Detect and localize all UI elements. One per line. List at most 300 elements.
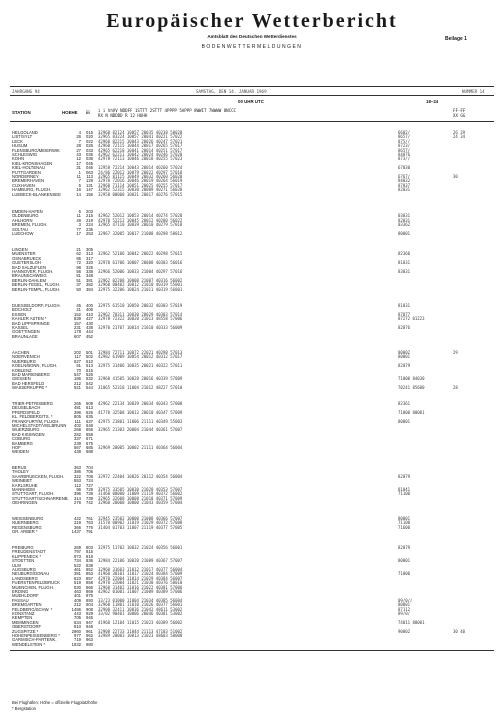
observation-code: 32960 00402 10012 21010 40319 55001 xyxy=(98,282,183,288)
station-id: 501 xyxy=(86,350,93,355)
extra-code: 6602/ xyxy=(398,130,411,135)
station-id: 444 xyxy=(86,329,93,335)
station-name: BAD LIPPSPRINGE xyxy=(12,320,50,326)
station-name: KONSTANZ xyxy=(12,611,35,616)
station-name: LUEBECK-BLANKENSEE xyxy=(12,191,61,197)
issue-stamp: NUMMER 14 xyxy=(462,89,485,94)
station-height: 2960 xyxy=(71,628,81,634)
station-id: 763 xyxy=(86,520,93,526)
station-id: 235 xyxy=(86,226,93,232)
station-name: FREUDENSTADT xyxy=(12,549,46,555)
station-id: 526 xyxy=(86,372,93,377)
observation-code: 32960 41505 10028 20016 40339 57009 xyxy=(98,376,183,382)
extra-code: 71100 xyxy=(398,491,411,497)
station-name: REGENSBURG xyxy=(12,524,42,530)
station-name: KASSEL xyxy=(12,325,29,330)
station-name: OBERSTDORF xyxy=(12,624,42,630)
station-id: 613 xyxy=(86,405,93,411)
station-id: 838 xyxy=(86,562,93,568)
station-name: MICHELSTADT/VIELBRUNN xyxy=(12,423,67,428)
station-height: 157 xyxy=(74,320,81,326)
extra-code: 8723/ xyxy=(398,143,411,149)
observation-code: 32967 32005 10017 21008 40298 58012 xyxy=(98,231,183,236)
extra-code: 87037 xyxy=(398,182,411,188)
station-height: 519 xyxy=(74,580,81,586)
observation-code: 32958 00000 10031 20017 40276 57015 xyxy=(98,191,183,197)
observation-code: 32960 31603 11012 21017 40377 56004 xyxy=(98,567,183,572)
station-name: MUENCHEN, FLUGH. xyxy=(12,584,54,590)
station-height: 977 xyxy=(74,633,81,638)
observation-code: 32965 21303 20004 21044 40361 57007 xyxy=(98,427,183,433)
station-name: OLDENBURG xyxy=(12,213,39,219)
observation-code: 32908 32411 10036 21042 48611 53002 xyxy=(98,606,183,612)
station-name: CUXHAVEN xyxy=(12,182,35,188)
extra-code: 84032 xyxy=(398,178,411,184)
station-height: 62 xyxy=(76,251,81,257)
station-height: 49 xyxy=(76,217,81,223)
station-id: 253 xyxy=(86,231,93,236)
station-height: 719 xyxy=(74,637,81,643)
observation-code: 32970 72016 10046 20019 40264 56019 xyxy=(98,178,183,184)
supplement-label: Beilage 1 xyxy=(445,36,467,42)
station-id: 022 xyxy=(86,138,93,144)
station-id: 406 xyxy=(86,307,93,313)
station-name: BERLIN-DAHLEM xyxy=(12,277,46,283)
observation-code: 42970 52212 10045 20012 40280 56022 xyxy=(98,217,183,223)
observation-code: 32966 52006 10033 21004 40297 57016 xyxy=(98,269,183,274)
station-height: 797 xyxy=(74,549,81,555)
station-name: BERLIN-TEGEL, FLUGH. xyxy=(12,282,60,288)
station-name: NORDERNEY xyxy=(12,174,39,179)
station-id: 708 xyxy=(86,473,93,479)
observation-code: 41770 32508 10013 20010 40347 57009 xyxy=(98,409,183,415)
station-height: 734 xyxy=(74,558,81,564)
station-name: WEINBIET xyxy=(12,478,33,484)
station-name: AHLHORN xyxy=(12,217,33,223)
station-height: 70 xyxy=(76,367,81,373)
station-name: NUERNBERG xyxy=(12,520,39,526)
station-id: 908 xyxy=(86,606,93,612)
station-height: 98 xyxy=(76,264,81,270)
observation-code: 42962 52012 10053 20014 40274 57020 xyxy=(98,213,183,219)
station-height: 973 xyxy=(74,553,81,559)
station-name: WEISSENBURG xyxy=(12,516,44,521)
observation-code: 32962 02208 10008 21007 40316 56002 xyxy=(98,277,183,283)
station-name: EMDEN-HAFEN xyxy=(12,209,43,214)
station-height: 396 xyxy=(74,491,81,497)
station-name: THOLEY xyxy=(12,469,29,475)
observation-code: 42970 22004 11021 21030 40376 58010 xyxy=(98,580,183,586)
station-name: KEMPTEN xyxy=(12,615,33,621)
station-name: GARMISCH-PARTENK. xyxy=(12,637,57,643)
col-ff-line2: XX GG xyxy=(453,113,466,118)
extra-code: 8657/ xyxy=(398,134,411,140)
station-height: 231 xyxy=(74,325,81,330)
extra-code: 89/0/ xyxy=(398,611,411,616)
station-id: 815 xyxy=(86,549,93,555)
observation-code: 32975 61510 10050 20032 40303 57019 xyxy=(98,303,183,308)
station-name: FRANKFURT/M, FLUGH. xyxy=(12,418,60,424)
station-id: 853 xyxy=(86,571,93,577)
observation-code: 32975 33505 10030 21028 40353 57007 xyxy=(98,487,183,492)
station-height: 269 xyxy=(74,545,81,550)
observation-code: 32962 52315 10030 20009 40271 56020 xyxy=(98,187,183,193)
station-id: 626 xyxy=(86,409,93,415)
station-height: 51 xyxy=(76,277,81,283)
gust-code: 28 xyxy=(453,385,458,391)
station-height: 481 xyxy=(74,405,81,411)
station-height: 81 xyxy=(76,273,81,279)
station-id: 113 xyxy=(86,174,93,179)
station-id: 410 xyxy=(86,311,93,317)
station-height: 43 xyxy=(76,152,81,157)
station-name: FUERSTENFELDBRUCK xyxy=(12,580,60,586)
observation-code: 32984 22106 10020 21009 40367 57007 xyxy=(98,558,183,564)
station-id: 836 xyxy=(86,558,93,564)
station-name: PASSAU xyxy=(12,597,29,603)
station-height: 422 xyxy=(74,516,81,521)
col-iii: iii xyxy=(86,110,90,115)
station-id: 727 xyxy=(86,482,93,488)
station-name: MEMMINGEN xyxy=(12,619,39,625)
station-height: 186 xyxy=(74,376,81,382)
extra-code: 8657/ xyxy=(398,147,411,153)
station-id: 317 xyxy=(86,255,93,261)
station-name: KOBLENZ xyxy=(12,367,32,373)
station-height: 56 xyxy=(76,269,81,274)
extra-code: 87272 01223 xyxy=(398,316,425,322)
station-height: 381 xyxy=(74,571,81,577)
station-name: HANNOVER, FLUGH. xyxy=(12,269,54,274)
observation-code: 31404 01703 11007 21119 40377 57005 xyxy=(98,524,183,530)
observation-code: 32968 31402 11016 21022 40381 57006 xyxy=(98,584,183,590)
station-id: 325 xyxy=(86,264,93,270)
extra-code: 87077 xyxy=(398,311,411,317)
station-height: 17 xyxy=(76,231,81,236)
station-name: BREMGARTEN xyxy=(12,602,42,608)
station-id: 544 xyxy=(86,385,93,391)
station-id: 655 xyxy=(86,427,93,433)
station-id: 948 xyxy=(86,624,93,630)
station-height: 386 xyxy=(74,469,81,475)
observation-code: 42975 21801 11006 21111 40349 55003 xyxy=(98,418,183,424)
observation-code: 42960 72115 10044 20017 40265 57017 xyxy=(98,143,183,149)
station-height: 396 xyxy=(74,409,81,415)
station-name: KARLSRUHE xyxy=(12,482,38,488)
extra-code: 82079 xyxy=(398,473,411,479)
station-id: 219 xyxy=(86,217,93,223)
extra-code: 71000 80001 xyxy=(398,409,425,415)
station-height: 31 xyxy=(76,165,81,171)
col-obs-line2: RX N NDDDD R 12 HUHH xyxy=(98,113,148,118)
observation-code: 32962 52106 10042 20022 40298 57015 xyxy=(98,251,183,257)
station-name: SAARBRUECKEN, FLUGH. xyxy=(12,473,65,479)
extra-code: 71000 84030 xyxy=(398,376,425,382)
station-id: 338 xyxy=(86,269,93,274)
bottom-rule xyxy=(10,650,494,651)
observation-code: 32972 22404 10026 20112 40354 56004 xyxy=(98,473,183,479)
station-name: GOETTINGEN xyxy=(12,329,40,335)
extra-code: 71000 xyxy=(398,571,411,577)
station-name: WEIDEN xyxy=(12,449,29,455)
extra-code: 80001 xyxy=(398,516,411,521)
station-name: BOCHOLT xyxy=(12,307,32,313)
station-id: 035 xyxy=(86,152,93,157)
station-height: 522 xyxy=(74,562,81,568)
station-name: FREIBURG xyxy=(12,545,34,550)
station-name: BERLIN-TEMPL, FLUGH. xyxy=(12,286,61,292)
station-name: BAD KISSINGEN xyxy=(12,431,45,437)
station-name: BAMBERG xyxy=(12,440,33,446)
station-name: OSNABRUECK xyxy=(12,255,42,261)
station-id: 742 xyxy=(86,500,93,506)
station-id: 637 xyxy=(86,418,93,424)
station-id: 852 xyxy=(86,567,93,572)
observation-code: 42960 82215 10043 20026 40247 57021 xyxy=(98,138,183,144)
station-height: 337 xyxy=(74,436,81,442)
station-id: 147 xyxy=(86,187,93,193)
station-height: 77 xyxy=(76,226,81,232)
station-height: 401 xyxy=(74,593,81,599)
gust-code: 30 xyxy=(453,174,458,179)
table-row xyxy=(0,193,504,197)
observation-code: 32960 71114 10051 20025 40255 57017 xyxy=(98,182,183,188)
station-name: FLENSBURG/MEIERWIK xyxy=(12,147,60,153)
station-name: SCHLESWIG xyxy=(12,152,38,157)
station-height: 91 xyxy=(76,363,81,369)
station-height: 623 xyxy=(74,575,81,581)
table-row xyxy=(0,450,504,454)
observation-code: 42962 01001 11007 21009 40389 57006 xyxy=(98,589,183,594)
observation-code: 42978 72113 10046 20018 40255 57023 xyxy=(98,156,183,162)
observation-code: 32970 21707 10014 21010 40333 56009 xyxy=(98,325,183,330)
station-id: 738 xyxy=(86,491,93,497)
station-id: 685 xyxy=(86,445,93,450)
station-id: 313 xyxy=(86,251,93,257)
extra-code: 82079 xyxy=(398,363,411,369)
station-name: BAD MARIENBERG xyxy=(12,372,50,377)
observation-code: 33/02 90401 10006 20046 40381 53002 xyxy=(98,611,183,616)
extra-code: 80001 xyxy=(398,602,411,608)
station-id: 033 xyxy=(86,147,93,153)
station-name: KL. FELDBERG/TS. * xyxy=(12,414,53,420)
extra-code: 80001 xyxy=(398,231,411,236)
station-height: 111 xyxy=(74,418,81,424)
station-height: 409 xyxy=(74,597,81,603)
station-name: BREMERHAVEN xyxy=(12,178,45,184)
station-name: LANDSBERG xyxy=(12,575,38,581)
station-id: 045 xyxy=(86,160,93,166)
extra-code: 80001 xyxy=(398,418,411,424)
observation-code: 42965 62218 10041 20014 40251 57017 xyxy=(98,147,183,153)
station-id: 026 xyxy=(86,143,93,149)
station-id: 791 xyxy=(86,529,93,535)
extra-code: 6767/ xyxy=(398,174,411,179)
station-height: 314 xyxy=(74,495,81,501)
station-id: 215 xyxy=(86,213,93,219)
station-height: 921 xyxy=(74,385,81,391)
station-height: 7 xyxy=(78,138,81,144)
time-range: 18–24 xyxy=(426,99,439,104)
station-id: 020 xyxy=(86,134,93,140)
station-id: 688 xyxy=(86,449,93,455)
observation-code: 32975 32206 10024 21011 40319 56001 xyxy=(98,286,183,292)
extra-code: 70241 85600 xyxy=(398,385,425,391)
station-id: 502 xyxy=(86,354,93,360)
station-id: 400 xyxy=(86,303,93,308)
extra-code: 83031 xyxy=(398,269,411,274)
observation-code: 41960 30101 11017 21024 40384 57009 xyxy=(98,571,183,577)
observation-code: 32965 32608 10008 21010 40371 57009 xyxy=(98,495,183,501)
station-name: STOETTEN xyxy=(12,558,35,564)
station-height: 463 xyxy=(74,589,81,594)
station-name: NEUBURG/DONAU xyxy=(12,571,50,577)
table-row xyxy=(0,335,504,339)
station-name: DEUSELBACH xyxy=(12,405,41,411)
station-name: GIESSEN xyxy=(12,376,31,382)
station-name: MANNHEIM xyxy=(12,487,35,492)
station-height: 567 xyxy=(74,445,81,450)
station-height: 117 xyxy=(74,354,81,360)
station-height: 553 xyxy=(74,478,81,484)
extra-code: 81031 xyxy=(398,260,411,266)
station-id: 980 xyxy=(86,641,93,647)
station-height: 239 xyxy=(74,440,81,446)
station-name: ZUGSPITZE * xyxy=(12,628,39,634)
station-id: 452 xyxy=(86,333,93,339)
extra-code: 81031 xyxy=(398,303,411,308)
station-height: 705 xyxy=(74,615,81,621)
station-height: 16 xyxy=(76,187,81,193)
observation-code: 32989 20003 10013 21023 48603 58008 xyxy=(98,633,183,638)
station-name: AACHEN xyxy=(12,350,30,355)
station-name: LIST/SYLT xyxy=(12,134,33,140)
extra-code: 80002 xyxy=(398,350,411,355)
station-height: 152 xyxy=(74,311,81,317)
station-height: 265 xyxy=(74,401,81,406)
station-height: 366 xyxy=(74,524,81,530)
table-row xyxy=(0,232,504,236)
extra-code: 87112 xyxy=(398,606,411,612)
observation-code: 32945 23502 10000 21008 40366 57007 xyxy=(98,516,183,521)
station-name: LUECHOW xyxy=(12,231,34,236)
station-name: TRIER-PETRISBERG xyxy=(12,401,53,406)
volume-stamp: JAHRGANG 94 xyxy=(12,89,40,94)
extra-code: 71600 xyxy=(398,524,411,530)
station-id: 131 xyxy=(86,182,93,188)
station-height: 634 xyxy=(74,619,81,625)
station-id: 635 xyxy=(86,414,93,420)
station-id: 532 xyxy=(86,376,93,382)
observation-code: 32965 83224 10057 20041 40221 57022 xyxy=(98,134,183,140)
station-height: 45 xyxy=(76,303,81,308)
station-id: 203 xyxy=(86,209,93,214)
station-id: 739 xyxy=(86,495,93,501)
gust-code: 26 39 xyxy=(453,130,466,135)
station-height: 1486 xyxy=(71,606,81,612)
station-id: 963 xyxy=(86,637,93,643)
station-id: 305 xyxy=(86,247,93,252)
station-id: 224 xyxy=(86,222,93,228)
station-id: 648 xyxy=(86,423,93,428)
station-name: BREMEN, FLUGH. xyxy=(12,222,48,228)
station-height: 202 xyxy=(74,350,81,355)
station-height: 268 xyxy=(74,427,81,433)
station-height: 96 xyxy=(76,487,81,492)
station-name: KIEL-KRONSHAGEN xyxy=(12,160,53,166)
station-height: 72 xyxy=(76,260,81,266)
station-height: 21 xyxy=(76,247,81,252)
station-name: BERUS xyxy=(12,465,27,470)
station-id: 381 xyxy=(86,277,93,283)
station-name: WENDELSTEIN * xyxy=(12,641,46,647)
station-id: 869 xyxy=(86,589,93,594)
station-name: MUENSTER xyxy=(12,251,36,257)
station-name: BAD HERSFELD xyxy=(12,380,45,386)
observation-code: 42982 61909 10054 20012 40312 57017 xyxy=(98,354,183,360)
footnote-airports: Bei Flughäfen: Höhe = offizielle Flugplatzhöhe xyxy=(12,700,98,705)
station-id: 729 xyxy=(86,487,93,492)
table-row xyxy=(0,386,504,390)
station-height: 50 xyxy=(76,286,81,292)
station-height: 319 xyxy=(74,520,81,526)
station-id: 675 xyxy=(86,440,93,446)
observation-code: 41960 12104 11015 21023 40389 56002 xyxy=(98,619,183,625)
station-id: 875 xyxy=(86,593,93,599)
station-name: WUERZBURG xyxy=(12,427,40,433)
station-height: 112 xyxy=(74,482,81,488)
station-height: 11 xyxy=(76,213,81,219)
station-height: 178 xyxy=(74,329,81,335)
station-name: ERDING xyxy=(12,589,29,594)
station-height: 363 xyxy=(74,465,81,470)
time-label: 00 UHR UTC xyxy=(238,99,264,104)
date-line: SAMSTAG, DEN 14. JANUAR 1969 xyxy=(196,89,267,94)
station-id: 427 xyxy=(86,316,93,322)
station-name: KLIPPENECK * xyxy=(12,553,42,559)
station-height: 276 xyxy=(74,500,81,506)
gust-code: 24 34 xyxy=(453,134,466,140)
station-height: 27 xyxy=(76,147,81,153)
observation-code: 32975 31406 10035 20021 40322 57011 xyxy=(98,363,183,369)
station-height: 95 xyxy=(76,255,81,261)
footnote-mountain: * Bergstation xyxy=(12,706,36,711)
station-name: NUERBURG xyxy=(12,358,36,364)
extra-code: 09/0// xyxy=(398,597,413,603)
station-height: 839 xyxy=(74,316,81,322)
table-row xyxy=(0,288,504,292)
extra-code: 82031 xyxy=(398,217,411,223)
station-id: 724 xyxy=(86,478,93,484)
station-id: 904 xyxy=(86,602,93,608)
station-name: HOHENPEISSENBERG * xyxy=(12,633,60,638)
station-id: 706 xyxy=(86,469,93,475)
station-id: 510 xyxy=(86,358,93,364)
station-id: 515 xyxy=(86,367,93,373)
station-name: NOERVENICH xyxy=(12,354,40,360)
gust-code: 30 40 xyxy=(453,628,466,634)
station-height: 26 xyxy=(76,134,81,140)
station-name: SOLTAU xyxy=(12,226,29,232)
station-height: 5 xyxy=(78,209,81,214)
station-height: 7 xyxy=(78,178,81,184)
station-name: FELDBERG/SCHW. * xyxy=(12,606,53,612)
observation-code: 12958 72214 10043 20014 40260 57024 xyxy=(98,165,183,171)
station-height: 28 xyxy=(76,143,81,149)
station-height: 5 xyxy=(78,182,81,188)
station-name: WASSERKUPPE * xyxy=(12,385,47,391)
station-name: ULM xyxy=(12,562,21,568)
